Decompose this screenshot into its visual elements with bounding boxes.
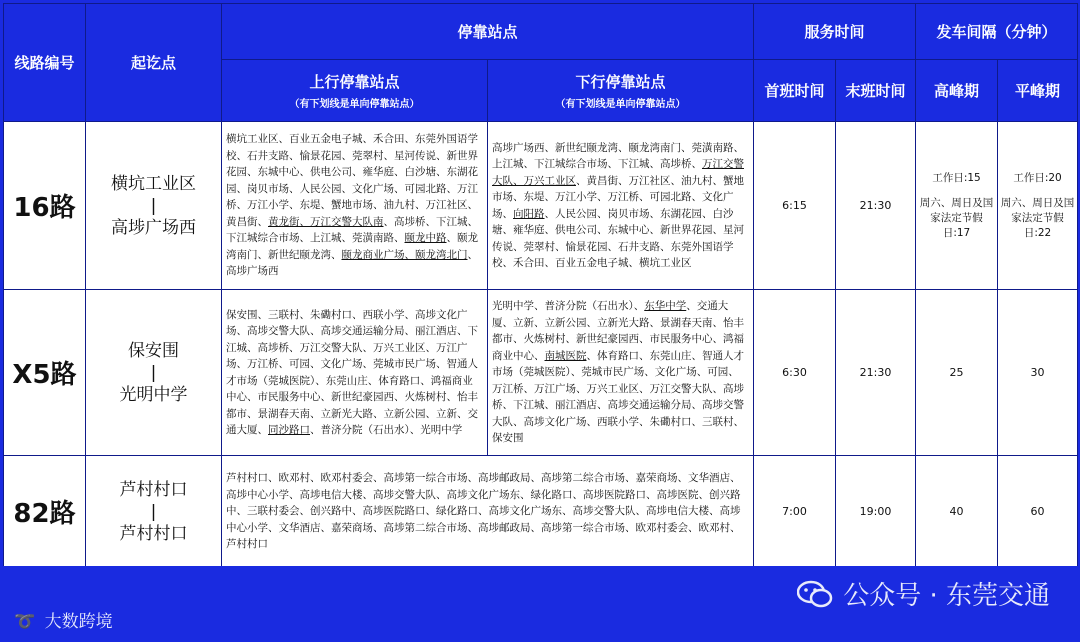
header-down-stops: 下行停靠站点 （有下划线是单向停靠站点） (488, 60, 754, 122)
offpeak-interval: 工作日:20 周六、周日及国家法定节假日:22 (998, 122, 1078, 290)
offpeak-interval: 30 (998, 290, 1078, 456)
route-terminals: 芦村村口 | 芦村村口 (86, 456, 222, 568)
table-row (4, 290, 1078, 456)
header-service-time: 服务时间 (754, 4, 916, 60)
first-bus-time: 6:30 (754, 290, 836, 456)
first-bus-time: 6:15 (754, 122, 836, 290)
down-note: （有下划线是单向停靠站点） (555, 99, 686, 110)
first-bus-time: 7:00 (754, 456, 836, 568)
header-last-bus: 末班时间 (836, 60, 916, 122)
header-interval: 发车间隔（分钟） (916, 4, 1078, 60)
peak-interval: 工作日:15 周六、周日及国家法定节假日:17 (916, 122, 998, 290)
header-first-bus: 首班时间 (754, 60, 836, 122)
up-note: （有下划线是单向停靠站点） (289, 99, 420, 110)
route-terminals: 横坑工业区 | 高埗广场西 (86, 122, 222, 290)
brand-logo-icon: ➰ (14, 612, 36, 632)
down-stops: 光明中学、普济分院（石出水）、东华中学、交通大厦、立新、立新公园、立新光大路、景湖春天南、怡丰都市、火炼树村、新世纪豪园西、市民服务中心、鸿福商业中心、南城医院、体育路口、东莞山庄、智通人才市场（莞城医院）、莞城市民广场、文化广场、可园、万江桥、万江广场、万兴工业区、万江交警大队、高埗桥、下江城、丽江酒店、高埗交通运输分局、高埗交警大队、高埗文化广场、西联小学、朱磡村口、三联村、保安围 (488, 290, 754, 456)
up-stops: 横坑工业区、百业五金电子城、禾合田、东莞外国语学校、石井支路、愉景花园、莞翠村、星河传说、新世界花园、东城中心、供电公司、雍华庭、白沙塘、东湖花园、岗贝市场、人民公园、文化广场、可园北路、万江桥、万江小学、东堤、蟹地市场、油九村、万江社区、黄昌街、黄龙街、万江交警大队南、高埗桥、下江城、下江城综合市场、上江城、莞潢南路、颐龙中路、颐龙湾南门、新世纪颐龙湾、颐龙商业广场、颐龙湾北门、高埗广场西 (222, 122, 488, 290)
up-stops: 保安围、三联村、朱磡村口、西联小学、高埗文化广场、高埗交警大队、高埗交通运输分局、丽江酒店、下江城、高埗桥、万江交警大队、万兴工业区、万江广场、万江桥、可园、文化广场、莞城市民广场、智通人才市场（莞城医院）、东莞山庄、体育路口、鸿福商业中心、市民服务中心、新世纪豪园西、火炼树村、怡丰都市、景湖春天南、立新光大路、立新公园、立新、交通大厦、同沙路口、普济分院（石出水）、光明中学 (222, 290, 488, 456)
watermark-left: ➰ 大数跨境 (14, 612, 113, 632)
footer-band (0, 566, 1080, 642)
peak-interval: 25 (916, 290, 998, 456)
wechat-icon (797, 580, 833, 608)
route-number: 16路 (4, 122, 86, 290)
route-terminals: 保安围 | 光明中学 (86, 290, 222, 456)
route-number: X5路 (4, 290, 86, 456)
offpeak-interval: 60 (998, 456, 1078, 568)
table-row (4, 122, 1078, 290)
last-bus-time: 21:30 (836, 290, 916, 456)
header-offpeak: 平峰期 (998, 60, 1078, 122)
bus-route-table (3, 3, 1078, 568)
header-route-no: 线路编号 (4, 4, 86, 122)
down-stops: 高埗广场西、新世纪颐龙湾、颐龙湾南门、莞潢南路、上江城、下江城综合市场、下江城、高埗桥、万江交警大队、万兴工业区、黄昌街、万江社区、油九村、蟹地市场、东堤、万江小学、万江桥、可园北路、文化广场、向阳路、人民公园、岗贝市场、东湖花园、白沙塘、雍华庭、供电公司、东城中心、新世界花园、星河传说、莞翠村、愉景花园、石井支路、东莞外国语学校、禾合田、百业五金电子城、横坑工业区 (488, 122, 754, 290)
header-up-stops: 上行停靠站点 （有下划线是单向停靠站点） (222, 60, 488, 122)
peak-interval: 40 (916, 456, 998, 568)
table-row (4, 456, 1078, 568)
header-peak: 高峰期 (916, 60, 998, 122)
route-number: 82路 (4, 456, 86, 568)
loop-stops: 芦村村口、欧邓村、欧邓村委会、高埗第一综合市场、高埗邮政局、高埗第二综合市场、嘉荣商场、文华酒店、高埗中心小学、高埗电信大楼、高埗交警大队、高埗文化广场东、绿化路口、高埗医院路口、高埗医院、创兴路中、三联村委会、创兴路中、高埗医院路口、绿化路口、高埗文化广场东、高埗交警大队、高埗电信大楼、高埗中心小学、文华酒店、嘉荣商场、高埗第二综合市场、高埗邮政局、高埗第一综合市场、欧邓村委会、欧邓村、芦村村口 (222, 456, 754, 568)
last-bus-time: 19:00 (836, 456, 916, 568)
header-stops: 停靠站点 (222, 4, 754, 60)
watermark-right: 公众号 · 东莞交通 (797, 575, 1050, 612)
last-bus-time: 21:30 (836, 122, 916, 290)
header-terminals: 起讫点 (86, 4, 222, 122)
